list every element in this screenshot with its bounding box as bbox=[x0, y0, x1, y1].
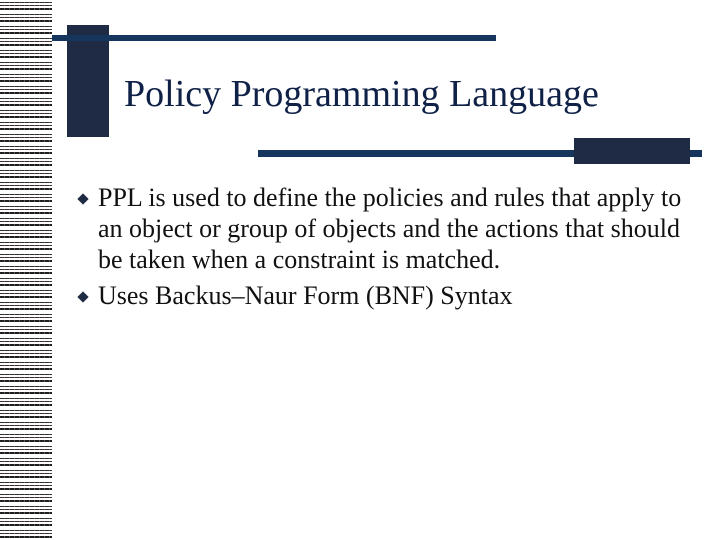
bullet-item bbox=[78, 280, 698, 311]
title-rule-top bbox=[52, 35, 496, 41]
bullet-text: Uses Backus–Naur Form (BNF) Syntax bbox=[98, 281, 513, 310]
bullet-text: PPL is used to define the policies and rules that apply to an object or group of objects and the actions that should be taken when a constraint is matched. bbox=[98, 183, 682, 274]
title-accent-block-small bbox=[574, 138, 690, 164]
diamond-bullet-icon bbox=[77, 291, 88, 302]
slide-title: Policy Programming Language bbox=[124, 73, 599, 115]
bullet-item bbox=[78, 182, 698, 275]
bullet-list bbox=[78, 182, 698, 311]
title-accent-block bbox=[67, 25, 109, 137]
diamond-bullet-icon bbox=[77, 193, 88, 204]
left-stripe-decoration bbox=[0, 0, 52, 540]
